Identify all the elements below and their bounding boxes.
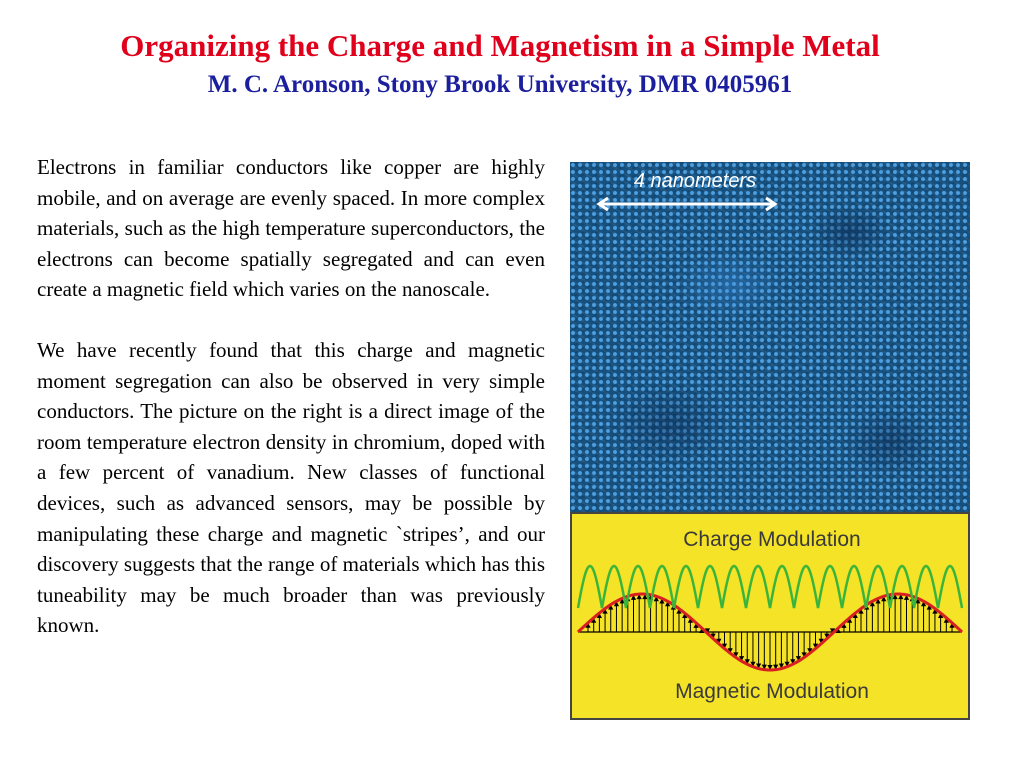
magnetic-modulation-label: Magnetic Modulation [675,680,869,703]
slide-title: Organizing the Charge and Magnetism in a Simple Metal [120,28,880,63]
charge-wave [578,566,962,608]
scale-bar-label: 4 nanometers [633,170,757,192]
slide-subtitle: M. C. Aronson, Stony Brook University, DMR 0405961 [207,71,793,98]
modulation-diagram [570,512,970,720]
electron-density-image [570,162,970,512]
scale-bar-arrow-icon [596,196,778,212]
paragraph-findings: We have recently found that this charge and magnetic moment segregation can also be observed in very simple conductors. The picture on the right is a direct image of the room temperature electron density in chromium, doped with a few percent of vanadium. New classes of functional devices, such as advanced sensors, may be possible by manipulating these charge and magnetic `stripes’, and our discovery suggests that the range of materials which has this tuneability may be much broader than was previously known. [37,337,545,638]
paragraph-intro: Electrons in familiar conductors like copper are highly mobile, and on average are evenly spaced. In more complex materials, such as the high temperature superconductors, the electrons can become spatially segregated and can even create a magnetic field which varies on the nanoscale. [37,155,545,302]
charge-modulation-label: Charge Modulation [683,528,861,551]
body-text [37,152,545,671]
